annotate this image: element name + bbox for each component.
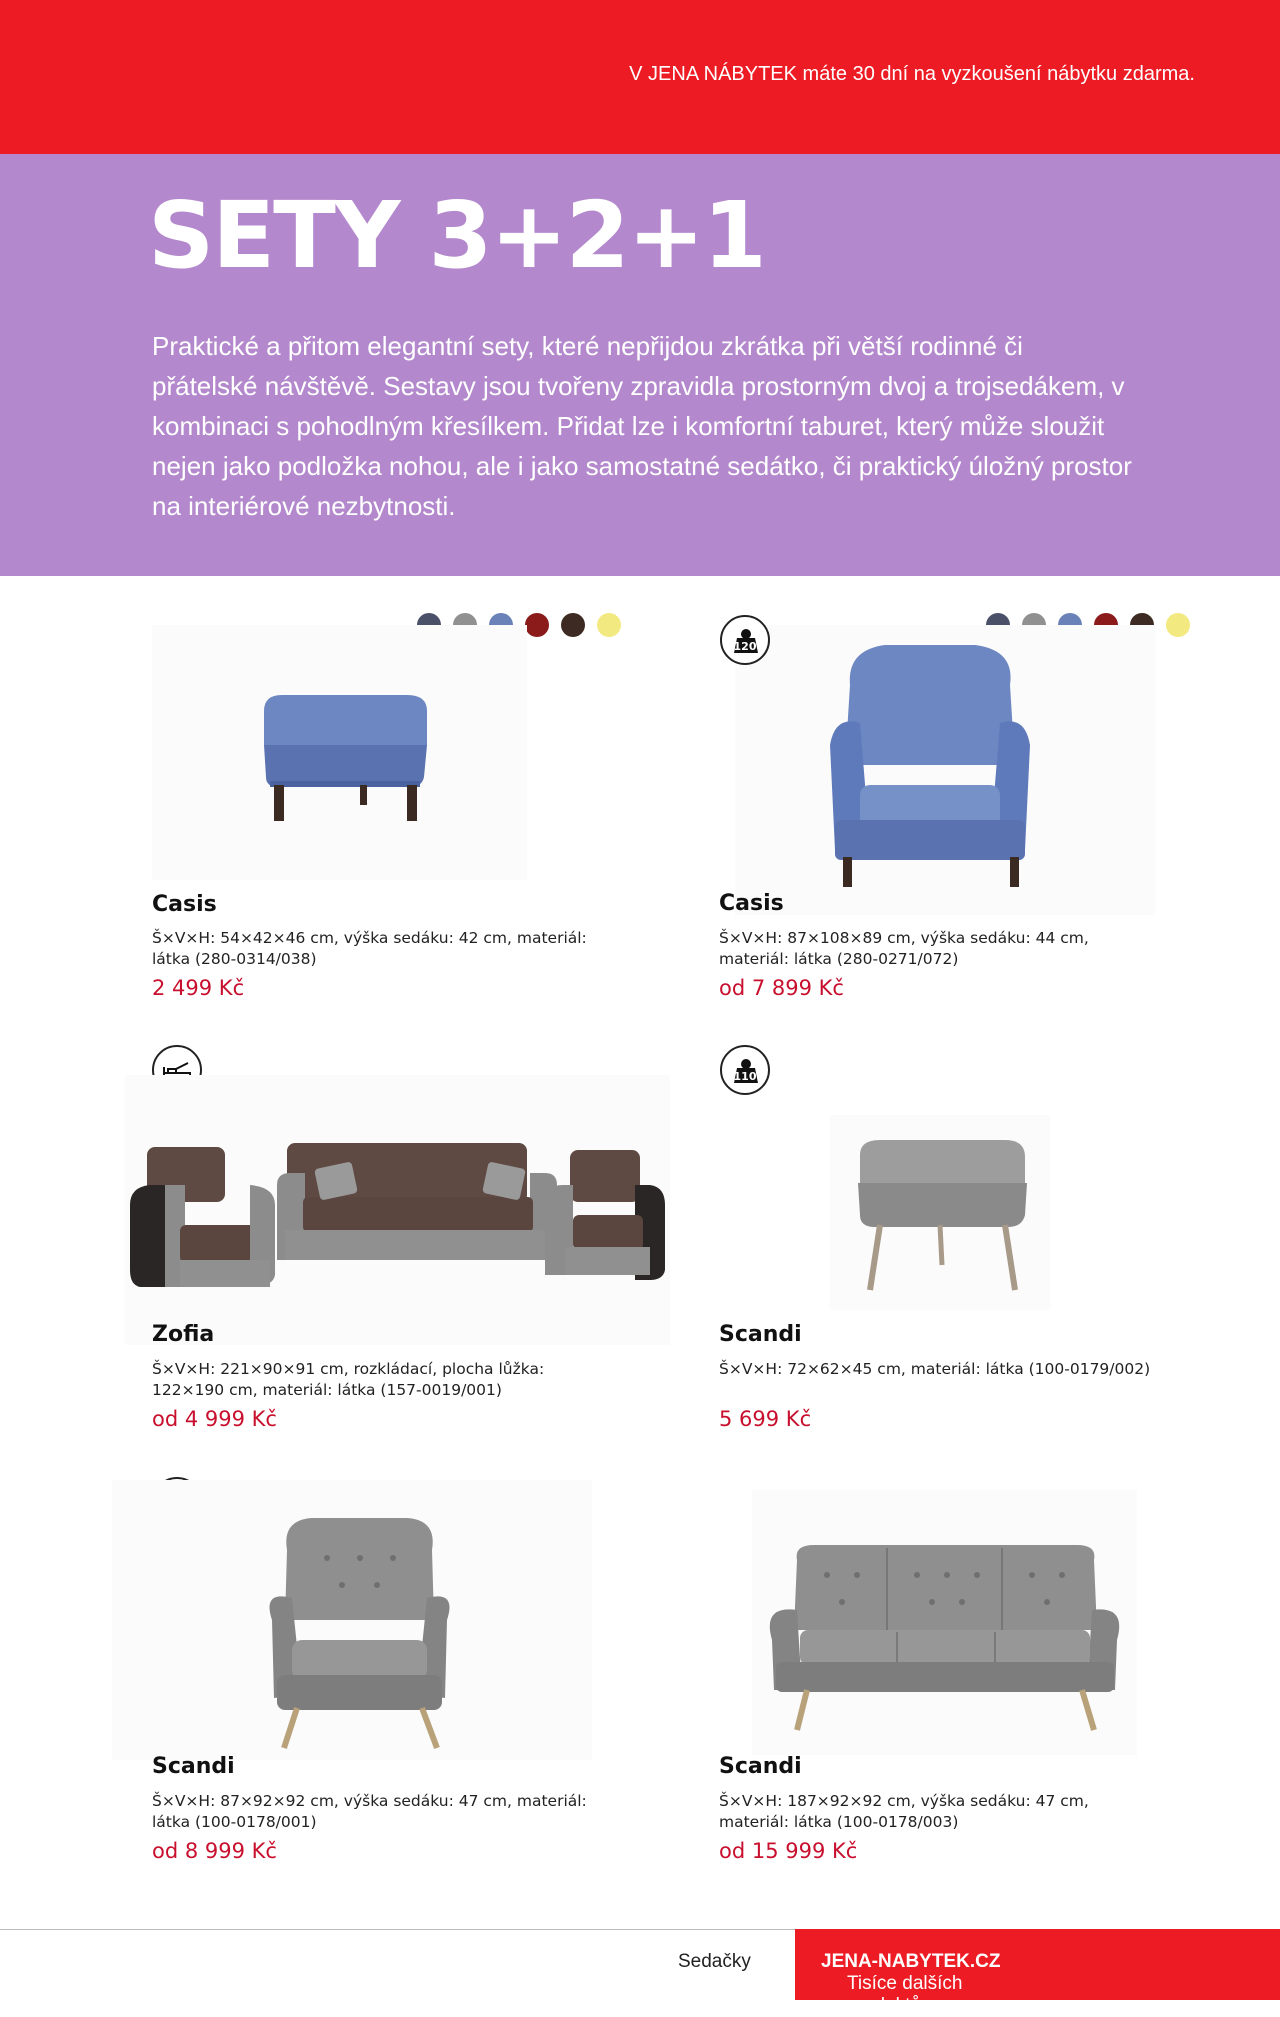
product-spec: Š×V×H: 87×92×92 cm, výška sedáku: 47 cm, materiál: látka (100-0178/001) — [152, 1792, 587, 1831]
hero-section — [0, 154, 1280, 576]
grey-armchair-icon[interactable] — [112, 1480, 592, 1760]
load-capacity-badge — [720, 1045, 770, 1095]
footer-category: Sedačky — [678, 1951, 751, 1972]
load-capacity-value: 120 — [733, 640, 757, 653]
product-price: od 8 999 Kč — [152, 1839, 277, 1863]
product-name[interactable]: Scandi — [719, 1754, 802, 1779]
blue-ottoman-icon[interactable] — [152, 625, 527, 880]
product-price: od 15 999 Kč — [719, 1839, 858, 1863]
product-price: od 7 899 Kč — [719, 976, 844, 1000]
product-spec: Š×V×H: 87×108×89 cm, výška sedáku: 44 cm, materiál: látka (280-0271/072) — [719, 929, 1089, 968]
footer-cta-text[interactable] — [821, 1951, 1001, 2016]
product-spec: Š×V×H: 221×90×91 cm, rozkládací, plocha lůžka: 122×190 cm, materiál: látka (157-0019/001) — [152, 1360, 545, 1399]
color-swatch[interactable] — [597, 613, 621, 637]
product-name[interactable]: Scandi — [719, 1322, 802, 1347]
blue-wingback-armchair-icon[interactable] — [735, 625, 1155, 915]
product-price: 5 699 Kč — [719, 1407, 812, 1431]
load-capacity-badge — [720, 615, 770, 665]
product-name[interactable]: Casis — [719, 891, 784, 916]
grey-three-seat-sofa-icon[interactable] — [752, 1490, 1137, 1755]
page-title: SETY 3+2+1 — [148, 182, 765, 289]
promo-text: V JENA NÁBYTEK máte 30 dní na vyzkoušení nábytku zdarma. — [629, 63, 1195, 85]
color-swatch[interactable] — [525, 613, 549, 637]
product-price: od 4 999 Kč — [152, 1407, 277, 1431]
color-swatch[interactable] — [1166, 613, 1190, 637]
footer-cta[interactable] — [795, 1929, 1280, 2016]
product-spec: Š×V×H: 54×42×46 cm, výška sedáku: 42 cm, materiál: látka (280-0314/038) — [152, 929, 587, 968]
product-price: 2 499 Kč — [152, 976, 245, 1000]
top-banner — [0, 0, 1280, 154]
product-spec: Š×V×H: 187×92×92 cm, výška sedáku: 47 cm, materiál: látka (100-0178/003) — [719, 1792, 1089, 1831]
sofa-set-3-2-1-icon[interactable] — [125, 1075, 670, 1345]
footer-site-link[interactable]: JENA-NABYTEK.CZ — [821, 1951, 1001, 1972]
footer-cta-prefix: Tisíce dalších produktů na — [847, 1973, 963, 2016]
product-name[interactable]: Casis — [152, 892, 217, 917]
product-spec: Š×V×H: 72×62×45 cm, materiál: látka (100-0179/002) — [719, 1360, 1151, 1378]
footer-divider — [0, 1929, 795, 1930]
grey-footstool-icon[interactable] — [830, 1115, 1050, 1310]
hero-description: Praktické a přitom elegantní sety, které nepřijdou zkrátka při větší rodinné či přátelské návštěvě. Sestavy jsou tvořeny zpravidla prostorným dvoj a trojsedákem, v kombinaci s pohodlným křesílkem. Přidat lze i komfortní taburet, který může sloužit nejen jako podložka nohou, ale i jako samostatné sedátko, či praktický úložný prostor na interiérové nezbytnosti. — [152, 331, 1132, 521]
product-name[interactable]: Zofia — [152, 1322, 215, 1347]
load-capacity-value: 110 — [733, 1070, 757, 1083]
product-name[interactable]: Scandi — [152, 1754, 235, 1779]
color-swatch[interactable] — [561, 613, 585, 637]
